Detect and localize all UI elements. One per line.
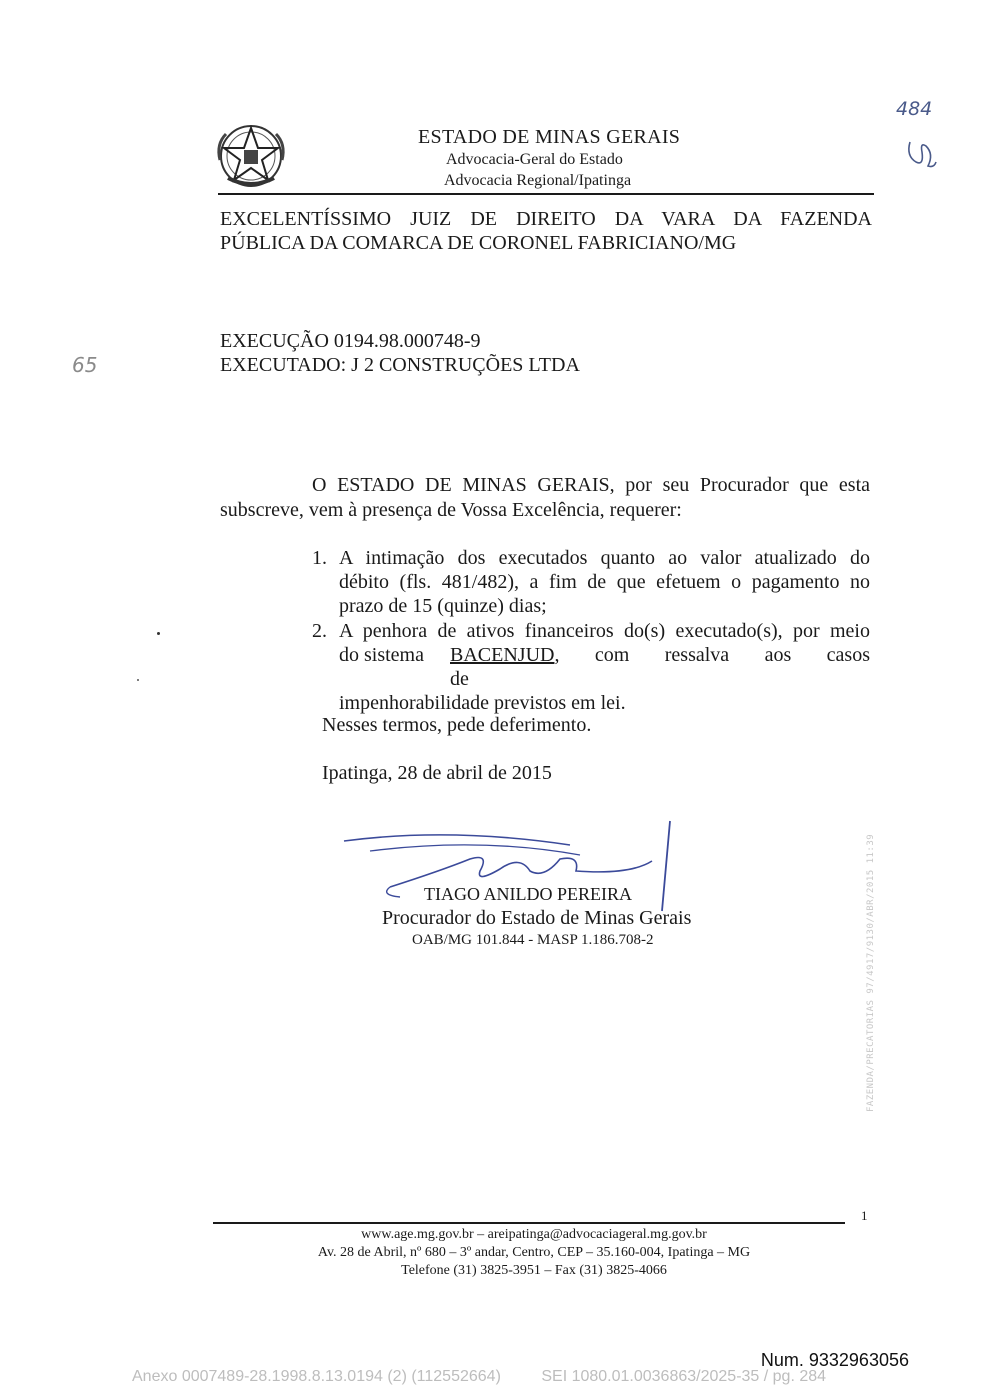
header-subtitle-agency: Advocacia-Geral do Estado (446, 151, 623, 168)
place-date: Ipatinga, 28 de abril de 2015 (322, 762, 552, 784)
request-line-post-group (450, 643, 870, 691)
addressee-block (220, 207, 872, 255)
annex-reference (132, 1368, 826, 1386)
case-info (220, 329, 580, 377)
request-line: A intimação dos executados quanto ao valor atualizado do (339, 547, 870, 569)
handwritten-initials-icon (904, 138, 938, 172)
header-subtitle-regional: Advocacia Regional/Ipatinga (444, 172, 632, 189)
signatory-registration: OAB/MG 101.844 - MASP 1.186.708-2 (412, 932, 654, 948)
annex-left: Anexo 0007489-28.1998.8.13.0194 (2) (112552664) (132, 1368, 501, 1385)
request-number: 1. (312, 547, 327, 569)
addressee-line-2: PÚBLICA DA COMARCA DE CORONEL FABRICIANO/MG (220, 232, 737, 254)
request-line-pre: do sistema (339, 644, 424, 666)
addressee-line-1: EXCELENTÍSSIMO JUIZ DE DIREITO DA VARA DA FAZENDA (220, 208, 872, 230)
footer-phone: Telefone (31) 3825-3951 – Fax (31) 3825-4066 (401, 1263, 667, 1278)
executed-party: EXECUTADO: J 2 CONSTRUÇÕES LTDA (220, 354, 580, 376)
execution-number: EXECUÇÃO 0194.98.000748-9 (220, 330, 481, 352)
side-protocol-stamp: FAZENDA/PRECATORIAS 97/4917/9130/ABR/2015 11:39 (866, 833, 876, 1112)
handwritten-page-number: 484 (896, 98, 933, 120)
footer-address: Av. 28 de Abril, nº 680 – 3º andar, Centro, CEP – 35.160-004, Ipatinga – MG (317, 1245, 751, 1260)
signatory-name: TIAGO ANILDO PEREIRA (424, 884, 632, 904)
intro-line-2: subscreve, vem à presença de Vossa Excelência, requerer: (220, 499, 682, 521)
request-line: prazo de 15 (quinze) dias; (339, 595, 547, 617)
document-num-stamp: Num. 9332963056 (760, 1350, 909, 1370)
request-item-1 (312, 546, 870, 618)
handwritten-left-note: 65 (72, 353, 98, 377)
scan-speck (137, 679, 139, 681)
header-divider (218, 193, 874, 195)
request-line-post: , com ressalva aos casos de (450, 644, 870, 690)
page-number: 1 (861, 1208, 868, 1223)
request-line-2 (339, 643, 870, 691)
closing-statement: Nesses termos, pede deferimento. (322, 714, 592, 736)
request-line: impenhorabilidade previstos em lei. (339, 692, 626, 714)
footer-divider (213, 1222, 845, 1224)
request-number: 2. (312, 620, 327, 642)
request-item-2 (312, 619, 870, 715)
scan-speck (157, 632, 160, 635)
intro-line-1: O ESTADO DE MINAS GERAIS, por seu Procurador que esta (312, 474, 870, 496)
bacenjud-term: BACENJUD (450, 644, 555, 666)
header-title: ESTADO DE MINAS GERAIS (418, 126, 681, 148)
intro-paragraph (220, 473, 870, 523)
annex-right: SEI 1080.01.0036863/2025-35 / pg. 284 (541, 1368, 827, 1385)
request-line: débito (fls. 481/482), a fim de que efetuem o pagamento no (339, 571, 870, 593)
coat-of-arms-seal-icon (214, 120, 288, 190)
signatory-role: Procurador do Estado de Minas Gerais (382, 907, 692, 929)
footer-web-email: www.age.mg.gov.br – areipatinga@advocaciageral.mg.gov.br (361, 1227, 707, 1242)
request-line: A penhora de ativos financeiros do(s) executado(s), por meio (339, 620, 870, 642)
